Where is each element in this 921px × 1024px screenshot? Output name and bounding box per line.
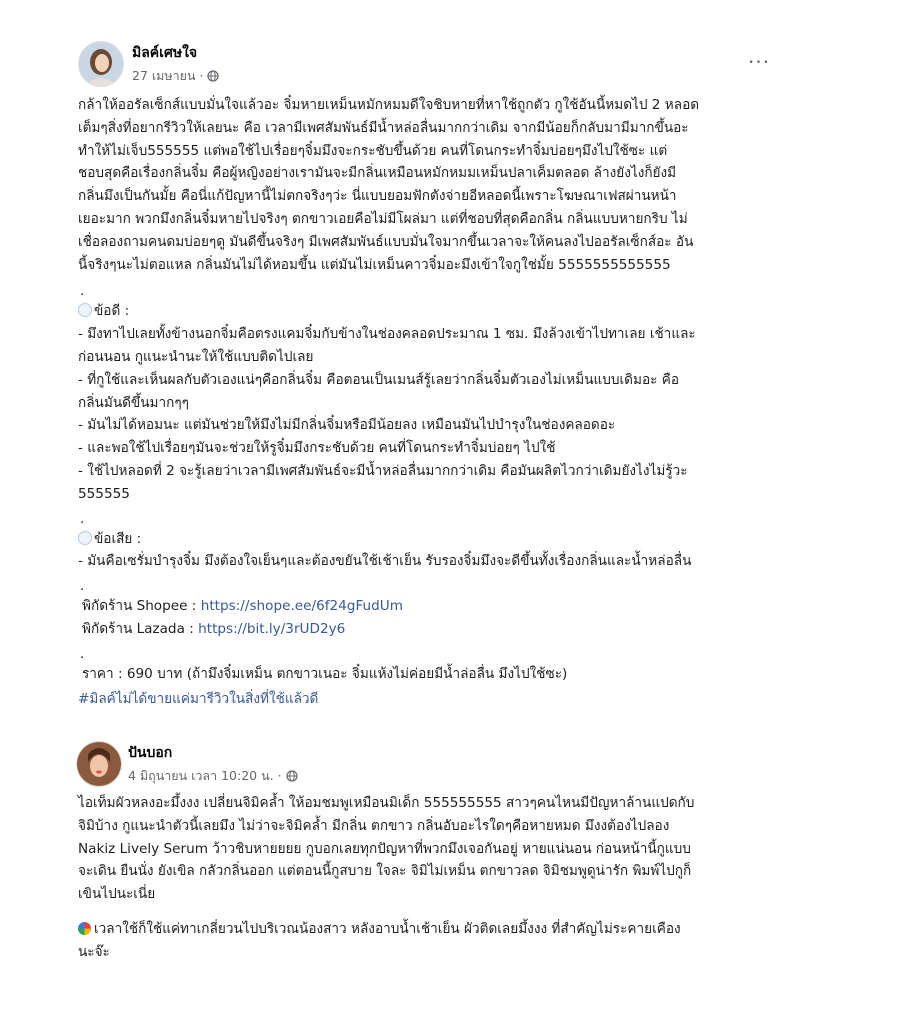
cross-emoji-icon — [78, 531, 92, 545]
text-line: เต็มๆสิ่งที่อยากรีวิวให้เลยนะ คือ เวลามีเพศสัมพันธ์มีน้ำหล่อลื่นมากกว่าเดิม จากมีน้อยก็กลับมามีมากขึ้นอะ — [78, 119, 689, 136]
pros-title: ข้อดี : — [94, 303, 130, 320]
pros-heading — [78, 300, 699, 323]
cons-item: - มันคือเซรั่มบำรุงจิ๋ม มึงต้องใจเย็นๆและต้องขยันใช้เช้าเย็น รับรองจิ๋มมึงจะดีขึ้นทั้งเรื่องกลิ่นและน้ำหล่อลื่น — [78, 553, 692, 570]
text-line: เชื่อลองถามคนดมบ่อยๆดู มันดีขึ้นจริงๆ มีเพศสัมพันธ์แบบมั่นใจมากขึ้นเวลาจะให้คนลงไปออรัลเซ็กส์อะ อัน — [78, 233, 694, 250]
pros-item: - มันไม่ได้หอมนะ แต่มันช่วยให้มึงไม่มีกลิ่นจิ๋มหรือมีน้อยลง เหมือนมันไปบำรุงในช่องคลอดอะ — [78, 417, 616, 434]
separator-dot: . — [80, 645, 85, 662]
text-line: กล้าให้ออรัลเซ็กส์แบบมั่นใจแล้วอะ จิ๋มหายเหม็นหมักหมมดีใจชิบหายที่หาใช้ถูกตัว กูใช้อันนี้หมดไป 2 หลอด — [78, 97, 700, 113]
text-line: นี้จริงๆนะไม่ตอแหล กลิ่นมันไม่ได้หอมขึ้น แต่มันไม่เหม็นคาวจิ๋มอะมึงเข้าใจกูใช่มั้ย 5555555555555 — [78, 256, 671, 273]
lazada-label: พิกัดร้าน Lazada : — [82, 620, 199, 637]
text-line: Nakiz Lively Serum ว้าวชิบหายยยย กูบอกเลยทุกปัญหาที่พวกมึงเจอกันอยู่ หายแน่นอน ก่อนหน้านี้กูแบบ — [78, 840, 691, 857]
separator-dot: . — [80, 578, 85, 595]
hashtag-line — [78, 688, 699, 711]
text-line: ทำให้ไม่เจ็บ555555 แต่พอใช้ไปเรื่อยๆจิ๋มมึงจะกระชับขึ้นด้วย คนที่โดนกระทำจิ๋มบ่อยๆมึงไปใช้ซะ แต่ — [78, 142, 668, 159]
lazada-line — [78, 618, 699, 641]
text-line: เยอะมาก พวกมึงกลิ่นจิ๋มหายไปจริงๆ ตกขาวเอยคือไม่มีโผล่มา แต่ที่ชอบที่สุดคือกลิ่น กลิ่นแบบหายกริบ ไม่ — [78, 210, 688, 227]
tip-line — [78, 918, 694, 941]
pros-item: - และพอใช้ไปเรื่อยๆมันจะช่วยให้รูจิ๋มมึงกระชับด้วย คนที่โดนกระทำจิ๋มบ่อยๆ ไปใช้ — [78, 440, 556, 457]
price-line: ราคา : 690 บาท (ถ้ามึงจิ๋มเหม็น ตกขาวเนอะ จิ๋มแห้งไม่ค่อยมีน้ำล่อลื่น มึงไปใช้ซะ) — [82, 665, 568, 682]
text-line: กลิ่นมึงเป็นกันมั้ย คือนี่แก้ปัญหานี้ไม่ตกจริงๆว่ะ นี่แบบยอมฟักตังจ่ายอีหลอดนี้เพราะโฆษณาเฟสผ่านหน้า — [78, 188, 677, 205]
avatar-image — [77, 742, 121, 786]
post-date[interactable]: 4 มิถุนายน เวลา 10:20 น. · — [128, 768, 282, 783]
pros-item: - ใช้ไปหลอดที่ 2 จะรู้เลยว่าเวลามีเพศสัมพันธ์จะมีน้ำหล่อลื่นมากกว่าเดิม คือมันผลิตไวกว่าเดิมยังไงไม่รู้วะ — [78, 462, 688, 479]
cons-heading — [78, 528, 699, 551]
tip-line: นะจ๊ะ — [78, 943, 110, 960]
shopee-link[interactable]: https://shope.ee/6f24gFudUm — [200, 598, 403, 615]
avatar-image — [79, 42, 123, 86]
tip-text: เวลาใช้ก็ใช้แค่ทาเกลี่ยวนไปบริเวณน้องสาว หลังอาบน้ำเช้าเย็น ผัวติดเลยมึ้งงง ที่สำคัญไม่ระคายเคือง — [94, 920, 681, 937]
hashtag-link[interactable]: #มิลค์ไม่ได้ขายแค่มารีวิวในสิ่งที่ใช้แล้วดี — [78, 690, 319, 707]
globe-icon — [286, 770, 298, 782]
pros-item: ก่อนนอน กูแนะนำนะให้ใช้แบบติดไปเลย — [78, 348, 314, 365]
shopee-line — [78, 595, 699, 618]
separator-dot: . — [80, 283, 85, 300]
author-avatar[interactable] — [78, 41, 124, 87]
more-options-icon[interactable]: ··· — [748, 50, 771, 74]
author-name[interactable]: มิลค์เศษใจ — [132, 45, 198, 61]
globe-icon — [207, 70, 219, 82]
separator-dot: . — [80, 510, 85, 527]
post-body — [78, 792, 694, 964]
pros-item: - มึงทาไปเลยทั้งข้างนอกจิ๋มคือตรงแคมจิ๋มกับข้างในช่องคลอดประมาณ 1 ซม. มึงล้วงเข้าไปทาเลย เช้าและ — [78, 326, 696, 343]
cons-title: ข้อเสีย : — [94, 530, 142, 547]
post-date[interactable]: 27 เมษายน · — [132, 68, 204, 83]
post-meta — [128, 766, 298, 786]
shopee-label: พิกัดร้าน Shopee : — [82, 598, 201, 615]
text-line: ชอบสุดคือเรื่องกลิ่นจิ๋ม คือผู้หญิงอย่างเรามันจะมีกลิ่นเหมือนหมักหมมเหม็นปลาเค็มตลอด ล้างยังไงก็ยังมี — [78, 165, 677, 182]
text-line: เขินไปนะเนี่ย — [78, 886, 156, 903]
pros-item: 555555 — [78, 485, 130, 502]
lipstick-emoji-icon — [78, 922, 91, 935]
author-name[interactable]: ปันบอก — [128, 745, 173, 761]
text-line: จิมิบ้าง กูแนะนำตัวนี้เลยมึง ไม่ว่าจะจิมิคล้ำ มีกลิ่น ตกขาว กลิ่นอับอะไรใดๆคือหายหมด มึงงต้องไปลอง — [78, 817, 670, 834]
pros-item: กลิ่นมันดีขึ้นมากๆๆ — [78, 394, 189, 411]
post-body — [78, 94, 699, 710]
author-avatar[interactable] — [76, 741, 122, 787]
text-line: ไอเท็มผัวหลงอะมึ้งงง เปลี่ยนจิมิคล้ำ ให้อมชมพูเหมือนมิเด็ก 555555555 สาวๆคนไหนมีปัญหาล้านแปดกับ — [78, 795, 695, 811]
pros-item: - ที่กูใช้และเห็นผลกับตัวเองแน่ๆคือกลิ่นจิ๋ม คือตอนเป็นเมนส์รู้เลยว่ากลิ่นจิ๋มตัวเองไม่เหม็นแบบเดิมอะ คือ — [78, 371, 680, 388]
post-meta — [132, 66, 219, 86]
checkmark-emoji-icon — [78, 303, 92, 317]
text-line: จะเดิน ยืนนั่ง ยังเขิล กลัวกลิ่นออก แต่ตอนนี้กูสบาย ใจละ จิมิไม่เหม็น ตกขาวลด จิมิชมพูดูน่ารัก พิมพ์ไปกูก็ — [78, 863, 692, 880]
lazada-link[interactable]: https://bit.ly/3rUD2y6 — [198, 620, 346, 637]
